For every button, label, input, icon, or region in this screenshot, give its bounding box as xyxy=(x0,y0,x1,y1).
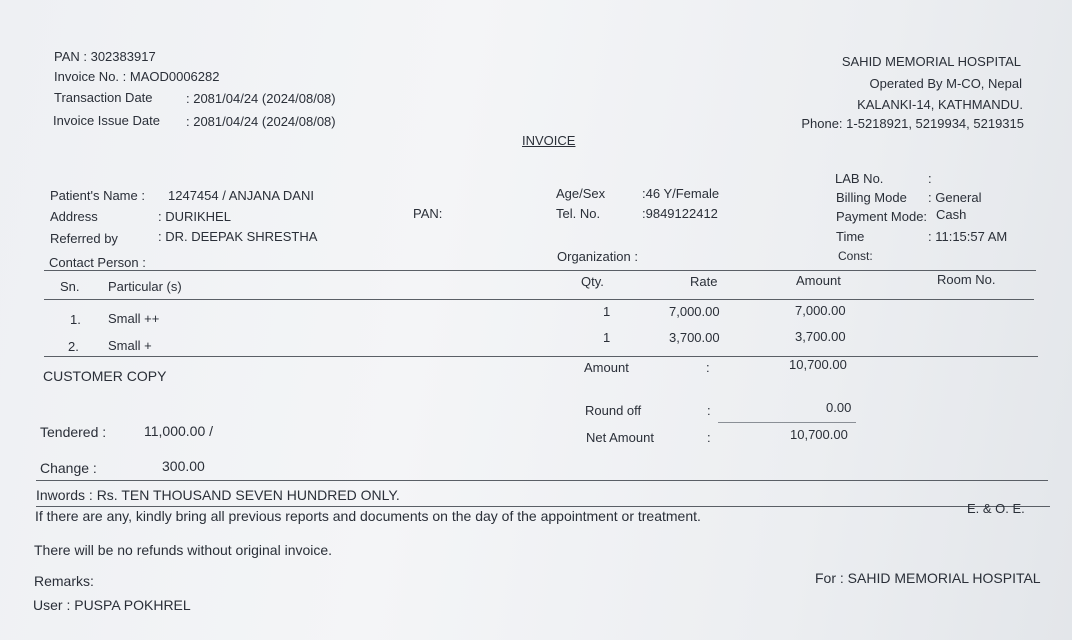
age-sex-value: :46 Y/Female xyxy=(642,186,720,201)
contact-person-label: Contact Person : xyxy=(49,255,146,270)
round-off-label: Round off xyxy=(585,403,642,418)
net-amount-value: 10,700.00 xyxy=(790,427,848,442)
change-value: 300.00 xyxy=(162,458,205,474)
pan-label: PAN: xyxy=(413,206,443,221)
row-qty: 1 xyxy=(603,330,611,345)
payment-mode-value: Cash xyxy=(936,207,967,222)
lab-no-value: : xyxy=(928,171,932,186)
net-amount-rule xyxy=(718,422,856,423)
change-label: Change : xyxy=(40,460,97,476)
table-header-rule xyxy=(44,299,1034,300)
amount-value: 10,700.00 xyxy=(789,357,847,372)
issue-date-label: Invoice Issue Date xyxy=(53,113,160,128)
header-rate: Rate xyxy=(690,274,718,289)
header-particular: Particular (s) xyxy=(108,279,182,294)
hospital-name: SAHID MEMORIAL HOSPITAL xyxy=(841,54,1021,69)
transaction-date-value: : 2081/04/24 (2024/08/08) xyxy=(186,91,336,106)
header-room: Room No. xyxy=(937,272,996,287)
signature-for: For : SAHID MEMORIAL HOSPITAL xyxy=(815,570,1041,586)
tendered-label: Tendered : xyxy=(40,424,107,440)
header-amount: Amount xyxy=(796,273,841,288)
customer-copy-label: CUSTOMER COPY xyxy=(43,368,167,384)
row-qty: 1 xyxy=(603,304,611,319)
pan-number: PAN : 302383917 xyxy=(54,49,156,64)
referred-by-value: : DR. DEEPAK SHRESTHA xyxy=(158,229,318,244)
row-particular: Small + xyxy=(108,338,152,353)
tendered-value: 11,000.00 / xyxy=(144,423,214,439)
tel-label: Tel. No. xyxy=(556,206,601,221)
patient-name-value: 1247454 / ANJANA DANI xyxy=(168,188,314,203)
patient-name-label: Patient's Name : xyxy=(50,188,145,203)
table-top-rule xyxy=(44,270,1036,271)
row-rate: 7,000.00 xyxy=(669,304,720,319)
reports-note: If there are any, kindly bring all previous reports and documents on the day of the appointment or treatment. xyxy=(35,508,701,524)
organization-label: Organization : xyxy=(557,249,638,264)
row-amount: 3,700.00 xyxy=(795,329,846,344)
payment-mode-label: Payment Mode: xyxy=(836,209,928,224)
row-sn: 2. xyxy=(68,339,79,354)
amount-colon: : xyxy=(706,360,710,375)
footer-top-rule xyxy=(36,480,1048,481)
time-value: : 11:15:57 AM xyxy=(928,229,1008,244)
round-off-colon: : xyxy=(707,403,711,418)
row-rate: 3,700.00 xyxy=(669,330,720,345)
row-amount: 7,000.00 xyxy=(795,303,846,318)
invoice-title: INVOICE xyxy=(522,133,576,148)
footer-bottom-rule xyxy=(36,506,1050,507)
header-qty: Qty. xyxy=(581,274,604,289)
lab-no-label: LAB No. xyxy=(835,171,884,186)
row-particular: Small ++ xyxy=(108,311,160,326)
issue-date-value: : 2081/04/24 (2024/08/08) xyxy=(186,114,336,129)
transaction-date-label: Transaction Date xyxy=(54,90,153,105)
hospital-address: KALANKI-14, KATHMANDU. xyxy=(857,97,1023,112)
invoice-number: Invoice No. : MAOD0006282 xyxy=(54,69,220,84)
amount-in-words: Inwords : Rs. TEN THOUSAND SEVEN HUNDRED ONLY. xyxy=(36,487,400,503)
referred-by-label: Referred by xyxy=(50,231,118,246)
address-label: Address xyxy=(50,209,98,224)
hospital-phone: Phone: 1-5218921, 5219934, 5219315 xyxy=(801,116,1024,131)
table-bottom-rule xyxy=(44,356,1038,357)
header-sn: Sn. xyxy=(60,279,80,294)
time-label: Time xyxy=(836,229,865,244)
refund-note: There will be no refunds without original invoice. xyxy=(34,542,333,558)
const-label: Const: xyxy=(838,249,873,263)
round-off-value: 0.00 xyxy=(826,400,852,415)
net-amount-label: Net Amount xyxy=(586,430,654,445)
address-value: : DURIKHEL xyxy=(158,209,231,224)
row-sn: 1. xyxy=(70,312,81,327)
hospital-operator: Operated By M-CO, Nepal xyxy=(869,76,1022,91)
age-sex-label: Age/Sex xyxy=(556,186,606,201)
user-name: User : PUSPA POKHREL xyxy=(33,597,191,613)
remarks-label: Remarks: xyxy=(34,573,94,589)
billing-mode-value: : General xyxy=(928,190,982,205)
errors-omissions-note: E. & O. E. xyxy=(967,501,1025,516)
tel-value: :9849122412 xyxy=(642,206,718,221)
billing-mode-label: Billing Mode xyxy=(836,190,907,205)
net-amount-colon: : xyxy=(707,430,711,445)
amount-label: Amount xyxy=(584,360,629,375)
